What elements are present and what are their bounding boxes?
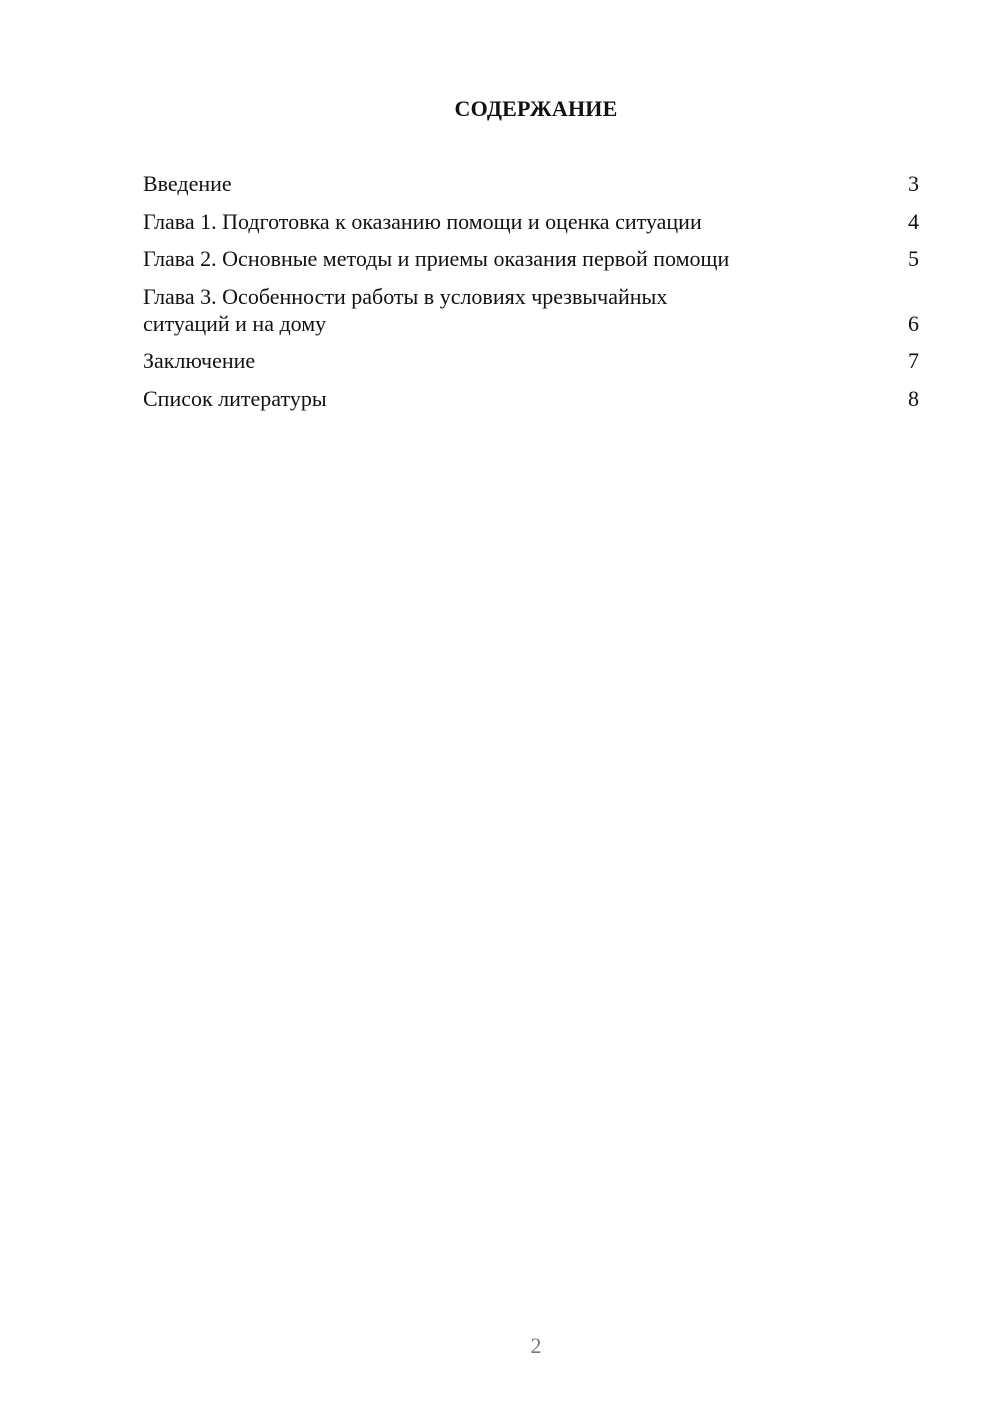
toc-entry-introduction[interactable]	[143, 170, 919, 197]
toc-entry-page: 4	[908, 208, 919, 234]
toc-entry-title: Введение	[143, 171, 232, 196]
toc-entry-chapter-3[interactable]	[143, 283, 919, 337]
toc-entry-page: 8	[908, 385, 919, 411]
page-number: 2	[530, 1333, 542, 1358]
toc-entry-chapter-2[interactable]	[143, 245, 919, 272]
toc-entry-title: Глава 1. Подготовка к оказанию помощи и оценка ситуации	[143, 208, 702, 234]
toc-entry-title: Заключение	[143, 348, 256, 373]
toc-entry-title: Список литературы	[143, 385, 327, 411]
toc-entry-page: 3	[908, 171, 919, 196]
toc-heading: СОДЕРЖАНИЕ	[454, 96, 618, 121]
table-of-contents	[143, 170, 919, 422]
toc-entry-page: 7	[908, 348, 919, 373]
toc-entry-bibliography[interactable]	[143, 385, 919, 412]
toc-entry-chapter-1[interactable]	[143, 208, 919, 235]
toc-entry-conclusion[interactable]	[143, 347, 919, 374]
toc-entry-title: Глава 3. Особенности работы в условиях чрезвычайных ситуаций и на дому	[143, 283, 668, 336]
toc-entry-page: 5	[908, 246, 919, 271]
toc-entry-title: Глава 2. Основные методы и приемы оказания первой помощи	[143, 246, 730, 271]
toc-entry-page: 6	[908, 310, 919, 336]
